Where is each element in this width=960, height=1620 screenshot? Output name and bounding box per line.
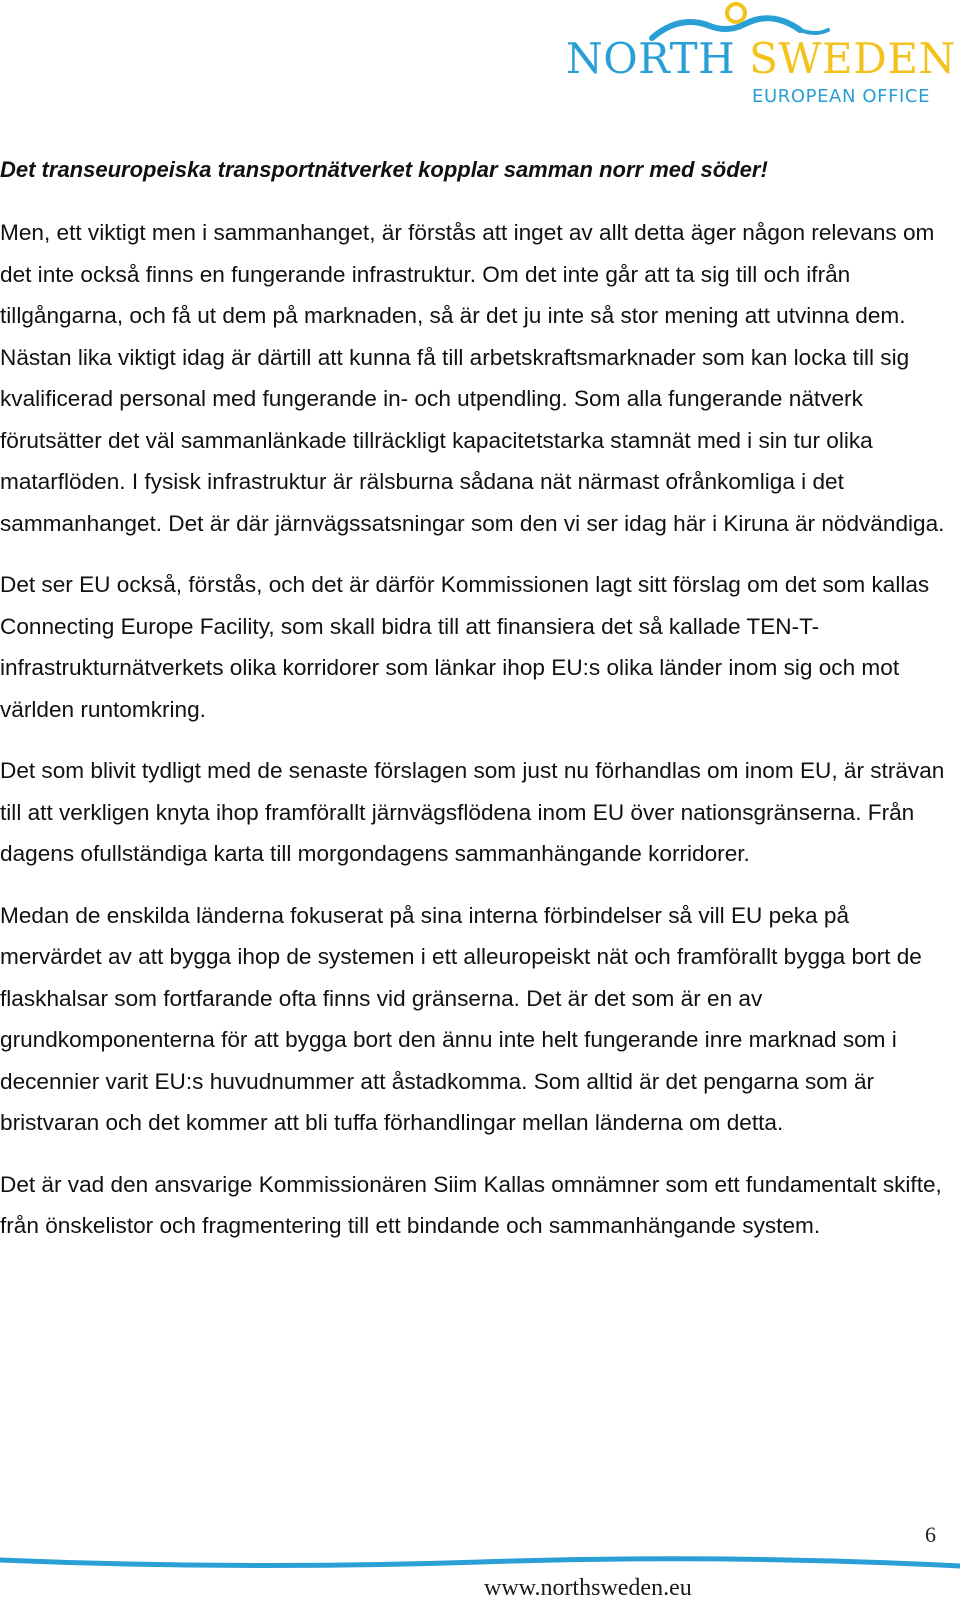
logo-north-text: NORTH (566, 34, 736, 83)
paragraph: Medan de enskilda länderna fokuserat på sina interna förbindelser så vill EU peka på mervärdet av att bygga ihop de systemen i ett alleuropeiskt nät och framförallt bygga bort de flaskhalsar som fortfarande ofta finns vid gränserna. Det är det som är en av grundkomponenterna för att bygga bort den ännu inte helt fungerande inre marknad som i decennier varit EU:s huvudnummer att åstadkomma. Som alltid är det pengarna som är bristvaran och det kommer att bli tuffa förhandlingar mellan länderna om detta. (0, 902, 922, 1135)
document-heading: Det transeuropeiska transportnätverket kopplar samman norr med söder! (0, 157, 768, 182)
paragraph: Men, ett viktigt men i sammanhanget, är förstås att inget av allt detta äger någon relevans om det inte också finns en fungerande infrastruktur. Om det inte går att ta sig till och ifrån tillgångarna, och få ut dem på marknaden, så är det ju inte så stor mening att utvinna dem. Nästan lika viktigt idag är därtill att kunna få till arbetskraftsmarknader som kan locka till sig kvalificerad personal med fungerande in- och utpendling. Som alla fungerande nätverk förutsätter det väl sammanlänkade tillräckligt kapacitetstarka stamnät med i sin tur olika matarflöden. I fysisk infrastruktur är rälsburna sådana nät närmast ofrånkomliga i det sammanhanget. Det är där järnvägssatsningar som den vi ser idag här i Kiruna är nödvändiga. (0, 220, 945, 536)
paragraph: Det ser EU också, förstås, och det är därför Kommissionen lagt sitt förslag om det som kallas Connecting Europe Facility, som skall bidra till att finansiera det så kallade TEN-T-infrastrukturnätverkets olika korridorer som länkar ihop EU:s olika länder inom sig och mot världen runtomkring. (0, 572, 930, 722)
logo-subtitle: EUROPEAN OFFICE (752, 86, 931, 107)
paragraph: Det som blivit tydligt med de senaste förslagen som just nu förhandlas om inom EU, är strävan till att verkligen knyta ihop framförallt järnvägsflödena inom EU över nationsgränserna. Från dagens ofullständiga karta till morgondagens sammanhängande korridorer. (0, 758, 945, 866)
logo-wordmark (566, 34, 956, 83)
paragraph: Det är vad den ansvarige Kommissionären Siim Kallas omnämner som ett fundamentalt skifte, från önskelistor och fragmentering till ett bindande och sammanhängande system. (0, 1171, 942, 1238)
north-sweden-logo (560, 0, 960, 110)
page-number: 6 (925, 1522, 936, 1547)
logo-sweden-text: SWEDEN (749, 34, 956, 83)
footer-wave-line (0, 1552, 960, 1572)
footer-website-url[interactable]: www.northsweden.eu (484, 1575, 692, 1601)
document-body (0, 150, 952, 1267)
